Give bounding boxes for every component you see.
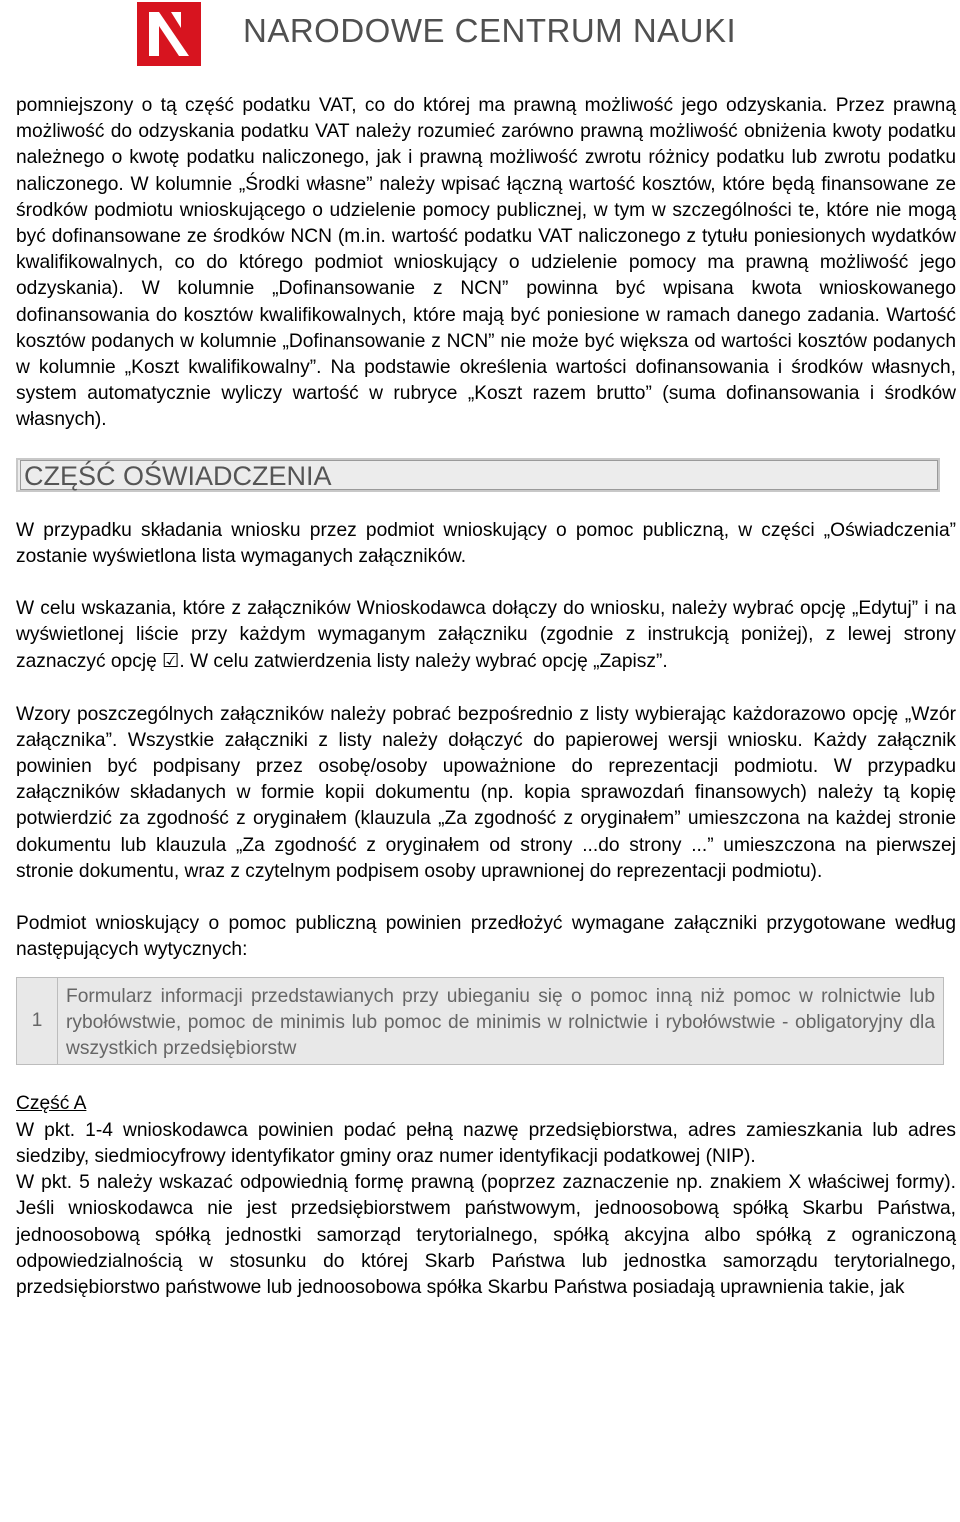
page-header [0,0,960,70]
paragraph-guidelines: Podmiot wnioskujący o pomoc publiczną powinien przedłożyć wymagane załączniki przygotowane według następujących wytycznych: [16,913,956,961]
part-a-paragraph-2: W pkt. 5 należy wskazać odpowiednią formę prawną (poprzez zaznaczenie np. znakiem X właściwej formy). Jeśli wnioskodawca nie jest przedsiębiorstwem państwowym, jednoosobową spółką Skarbu Państwa, jednoosobową spółką jednostki samorząd terytorialnego, spółką akcyjna albo spółką z ograniczoną odpowiedzialnością w stosunku do której Skarb Państwa lub jednostka samorządu terytorialnego, przedsiębiorstwo państwowe lub jednoosobowa spółka Skarbu Państwa posiadają uprawnienia takie, jak [16,1172,956,1298]
part-a-title: Część A [16,1093,87,1115]
section-header [16,458,940,492]
attachment-number: 1 [17,978,58,1064]
document-body [16,93,956,1301]
paragraph-vat: pomniejszony o tą część podatku VAT, co do której ma prawną możliwość jego odzyskania. Przez prawną możliwość do odzyskania podatku VAT należy rozumieć zarówno prawną możliwość obniżenia kwoty podatku należnego o kwotę podatku naliczonego, jak i prawną możliwość zwrotu różnicy podatku lub zwrotu podatku naliczonego. W kolumnie „Środki własne” należy wpisać łączną wartość kosztów, które będą finansowane ze środków podmiotu wnioskującego o udzielenie pomocy publicznej, w tym w szczególności te, które nie mogą być dofinansowane ze środków NCN (m.in. wartość podatku VAT naliczonego z tytułu poniesionych wydatków kwalifikowalnych, co do którego podmiot wnioskujący o udzielenie pomocy ma prawną możliwość jego odzyskania). W kolumnie „Dofinansowanie z NCN” powinna być wpisana kwota wnioskowanego dofinansowania do kosztów kwalifikowalnych, które mają być poniesione w ramach danego zadania. Wartość kosztów podanych w kolumnie „Dofinansowanie z NCN” nie może być większa od wartości kosztów podanych w kolumnie „Koszt kwalifikowalny”. Na podstawie określenia wartości dofinansowania i środków własnych, system automatycznie wyliczy wartość w rubryce „Koszt razem brutto” (suma dofinansowania i środków własnych). [16,95,956,431]
attachment-title: Formularz informacji przedstawianych przy ubieganiu się o pomoc inną niż pomoc w rolnictwie lub rybołówstwie, pomoc de minimis lub pomoc de minimis w rolnictwie i rybołówstwie - obligatoryjny dla wszystkich przedsiębiorstw [66,986,935,1060]
ncn-logo-icon [137,2,201,66]
paragraph-edit-option [16,596,956,676]
part-a-paragraph-1: W pkt. 1-4 wnioskodawca powinien podać pełną nazwę przedsiębiorstwa, adres zamieszkania lub adres siedziby, siedmiocyfrowy identyfikator gminy oraz numer identyfikacji podatkowej (NIP). [16,1119,956,1167]
attachment-row [16,977,944,1065]
section-title: CZĘŚĆ OŚWIADCZENIA [20,460,938,490]
paragraph-attachments-list: W przypadku składania wniosku przez podmiot wnioskujący o pomoc publiczną, w części „Oświadczenia” zostanie wyświetlona lista wymaganych załączników. [16,519,956,567]
paragraph-templates: Wzory poszczególnych załączników należy pobrać bezpośrednio z listy wybierając każdorazowo opcję „Wzór załącznika”. Wszystkie załączniki z listy należy dołączyć do papierowej wersji wniosku. Każdy załącznik powinien być podpisany przez osobę/osoby upoważnione do reprezentacji podmiotu. W przypadku załączników składanych w formie kopii dokumentu (np. kopia sprawozdań finansowych) należy tą kopię potwierdzić za zgodność z oryginałem (klauzula „Za zgodność z oryginałem” umieszczona na każdej stronie dokumentu lub klauzula „Za zgodność z oryginałem od strony ...do strony ...” umieszczona na pierwszej stronie dokumentu, wraz z czytelnym podpisem osoby uprawnionej do reprezentacji podmiotu). [16,703,956,882]
brand-name: NARODOWE CENTRUM NAUKI [243,12,737,49]
paragraph-edit-option-text-b: . W celu zatwierdzenia listy należy wybrać opcję „Zapisz”. [179,651,668,673]
paragraph-edit-option-text-a: W celu wskazania, które z załączników Wnioskodawca dołączy do wniosku, należy wybrać opcję „Edytuj” i na wyświetlonej liście przy każdym wymaganym załączniku (zgodnie z instrukcją poniżej), z lewej strony zaznaczyć opcję [16,598,956,673]
checkbox-checked-icon: ☑ [162,649,180,673]
